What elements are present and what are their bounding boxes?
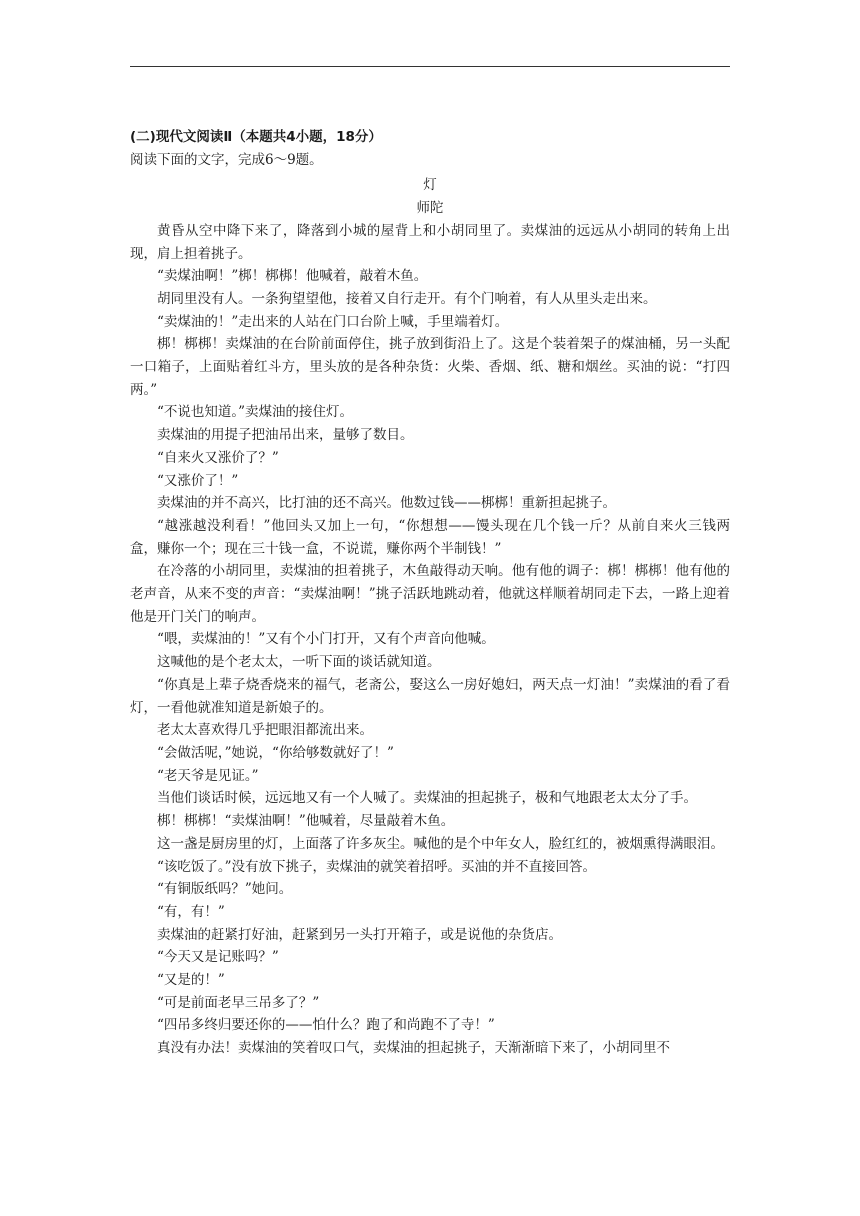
paragraph: “有，有！”: [157, 903, 225, 920]
paragraph: “喂，卖煤油的！”又有个小门打开，又有个声音向他喊。: [157, 631, 495, 648]
paragraph: “你真是上辈子烧香烧来的福气，老斋公，娶这么一房好媳妇，两天点一灯油！”卖煤油的看了看灯，一看他就准知道是新娘子的。: [130, 676, 730, 716]
story-title: 灯: [423, 177, 437, 194]
paragraph: “老天爷是见证。”: [157, 767, 259, 784]
paragraph: “会做活呢，”她说，“你给够数就好了！”: [157, 744, 394, 761]
paragraph: “又涨价了！”: [157, 472, 239, 489]
paragraph: “卖煤油的！”走出来的人站在门口台阶上喊，手里端着灯。: [157, 313, 509, 330]
paragraph: 卖煤油的赶紧打好油，赶紧到另一头打开箱子，或是说他的杂货店。: [157, 926, 562, 943]
paragraph: 这喊他的是个老太太，一听下面的谈话就知道。: [157, 654, 441, 671]
paragraph: “有铜版纸吗？”她问。: [157, 881, 293, 898]
paragraph: “今天又是记账吗？”: [157, 949, 279, 966]
paragraph: 这一盏是厨房里的灯，上面落了许多灰尘。喊他的是个中年女人，脸红红的，被烟熏得满眼泪。: [157, 835, 724, 852]
paragraph: 真没有办法！卖煤油的笑着叹口气，卖煤油的担起挑子，天渐渐暗下来了，小胡同里不: [157, 1040, 670, 1057]
paragraph: “可是前面老早三吊多了？”: [157, 994, 320, 1011]
paragraph: 梆！梆梆！“卖煤油啊！”他喊着，尽量敲着木鱼。: [157, 813, 455, 830]
paragraph: “越涨越没利看！”他回头又加上一句，“你想想——馒头现在几个钱一斤？从前自来火三钱两盒，赚你一个；现在三十钱一盒，不说谎，赚你两个半制钱！”: [130, 517, 730, 557]
section-heading: (二)现代文阅读Ⅱ（本题共4小题，18分）: [130, 129, 382, 145]
paragraph: “自来火又涨价了？”: [157, 449, 279, 466]
paragraph: “该吃饭了。”没有放下挑子，卖煤油的就笑着招呼。买油的并不直接回答。: [157, 858, 597, 875]
paragraph: 老太太喜欢得几乎把眼泪都流出来。: [157, 722, 373, 739]
paragraph: 胡同里没有人。一条狗望望他，接着又自行走开。有个门响着，有人从里头走出来。: [157, 290, 657, 307]
header-rule: [130, 66, 730, 67]
paragraph: 在冷落的小胡同里，卖煤油的担着挑子，木鱼敲得动天响。他有他的调子：梆！梆梆！他有他的老声音，从来不变的声音：“卖煤油啊！”挑子活跃地跳动着，他就这样顺着胡同走下去，一路上迎着他是开门关门的响声。: [130, 563, 730, 625]
paragraph: 当他们谈话时候，远远地又有一个人喊了。卖煤油的担起挑子，极和气地跟老太太分了手。: [157, 790, 697, 807]
paragraph: “卖煤油啊！”梆！梆梆！他喊着，敲着木鱼。: [157, 268, 428, 285]
paragraph: 黄昏从空中降下来了，降落到小城的屋背上和小胡同里了。卖煤油的远远从小胡同的转角上出现，肩上担着挑子。: [130, 222, 730, 262]
instruction-text: 阅读下面的文字，完成6～9题。: [130, 151, 323, 168]
paragraph: “四吊多终归要还你的——怕什么？跑了和尚跑不了寺！”: [157, 1017, 495, 1034]
paragraph: “又是的！”: [157, 972, 225, 989]
paragraph: 梆！梆梆！卖煤油的在台阶前面停住，挑子放到街沿上了。这是个装着架子的煤油桶，另一头配一口箱子，上面贴着红斗方，里头放的是各种杂货：火柴、香烟、纸、糖和烟丝。买油的说：“打四两。”: [130, 336, 730, 398]
paragraph: 卖煤油的用提子把油吊出来，量够了数目。: [157, 427, 414, 444]
document-body: [130, 126, 730, 1060]
paragraph: “不说也知道。”卖煤油的接住灯。: [157, 404, 354, 421]
paragraph: 卖煤油的并不高兴，比打油的还不高兴。他数过钱——梆梆！重新担起挑子。: [157, 495, 616, 512]
story-author: 师陀: [416, 200, 444, 217]
